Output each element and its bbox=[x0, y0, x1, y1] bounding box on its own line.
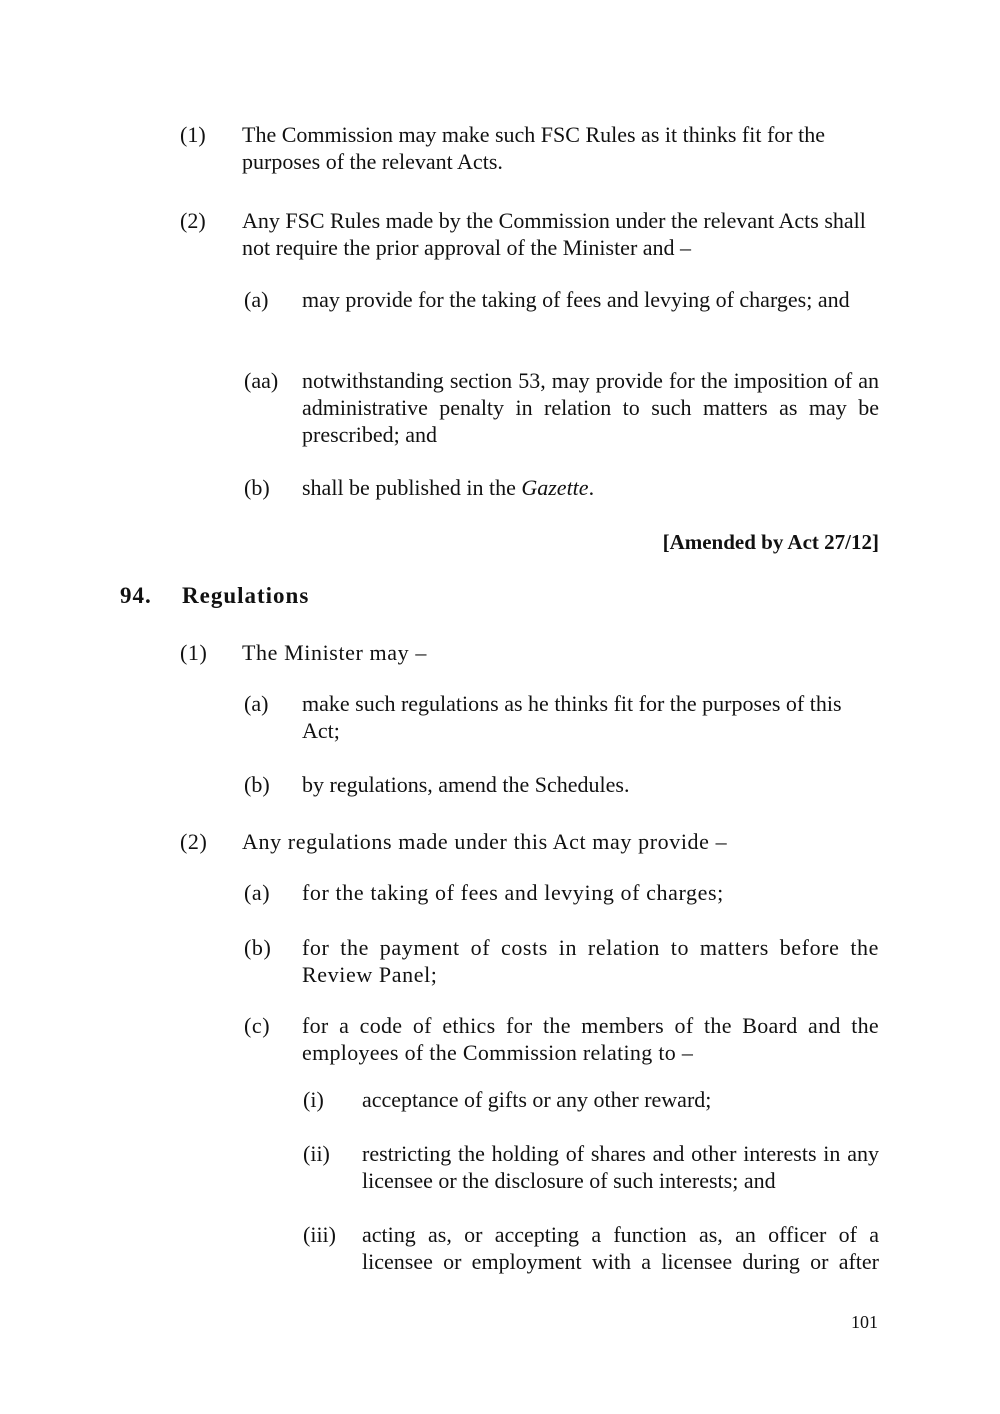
s93-sub2-item-a-text: may provide for the taking of fees and levying of charges; and bbox=[302, 287, 850, 312]
section-94-title: Regulations bbox=[182, 583, 310, 608]
page-number: 101 bbox=[851, 1312, 878, 1332]
s93-sub2-item-b-text bbox=[302, 474, 879, 501]
section-94-number: 94. bbox=[120, 583, 152, 608]
s94-sub2-item-c-iii-number: (iii) bbox=[303, 1222, 336, 1247]
s93-sub2-item-a-number: (a) bbox=[244, 287, 269, 312]
s94-sub1-item-b-number: (b) bbox=[244, 772, 270, 797]
s93-sub2-item-b-text-start: shall be published in the bbox=[302, 475, 522, 500]
s94-sub2-item-c-i-number: (i) bbox=[303, 1087, 324, 1112]
s94-sub1-text: The Minister may – bbox=[242, 640, 427, 665]
s94-sub2-item-c-number: (c) bbox=[244, 1013, 271, 1038]
s94-sub2-number: (2) bbox=[180, 829, 208, 854]
s94-sub1-item-a-text: make such regulations as he thinks fit for the purposes of this Act; bbox=[302, 691, 842, 743]
s93-sub2-item-b-text-end: . bbox=[588, 475, 595, 500]
s94-sub1-number: (1) bbox=[180, 640, 208, 665]
s94-sub2-item-c-iii-text: acting as, or accepting a function as, an officer of a licensee or employment with a licensee during or after bbox=[362, 1222, 879, 1274]
s94-sub1-item-b-text: by regulations, amend the Schedules. bbox=[302, 772, 630, 797]
s93-sub1-text: The Commission may make such FSC Rules as it thinks fit for the purposes of the relevant Acts. bbox=[242, 122, 825, 174]
s94-sub2-text: Any regulations made under this Act may provide – bbox=[242, 829, 728, 854]
s93-sub2-number: (2) bbox=[180, 208, 206, 233]
s94-sub2-item-b-number: (b) bbox=[244, 935, 272, 960]
s93-sub2-item-aa-number: (aa) bbox=[244, 368, 279, 393]
s94-sub2-item-a-number: (a) bbox=[244, 880, 271, 905]
s93-sub2-text: Any FSC Rules made by the Commission under the relevant Acts shall not require the prior approval of the Minister and – bbox=[242, 208, 866, 260]
s94-sub1-item-a-number: (a) bbox=[244, 691, 269, 716]
s94-sub2-item-c-ii-number: (ii) bbox=[303, 1141, 330, 1166]
s94-sub2-item-c-text: for a code of ethics for the members of the Board and the employees of the Commission relating to – bbox=[302, 1013, 879, 1065]
s94-sub2-item-c-i-text: acceptance of gifts or any other reward; bbox=[362, 1087, 712, 1112]
s93-sub2-item-b-number: (b) bbox=[244, 475, 270, 500]
s94-sub2-item-c-ii-text: restricting the holding of shares and other interests in any licensee or the disclosure of such interests; and bbox=[362, 1141, 879, 1193]
s94-sub2-item-a-text: for the taking of fees and levying of charges; bbox=[302, 880, 724, 905]
s94-sub2-item-b-text: for the payment of costs in relation to matters before the Review Panel; bbox=[302, 935, 879, 987]
s93-sub1-number: (1) bbox=[180, 122, 206, 147]
s93-sub2-item-aa-text: notwithstanding section 53, may provide for the imposition of an administrative penalty in relation to such matters as may be prescribed; and bbox=[302, 368, 879, 447]
gazette-italic: Gazette bbox=[521, 475, 589, 500]
amendment-note: [Amended by Act 27/12] bbox=[662, 530, 879, 554]
